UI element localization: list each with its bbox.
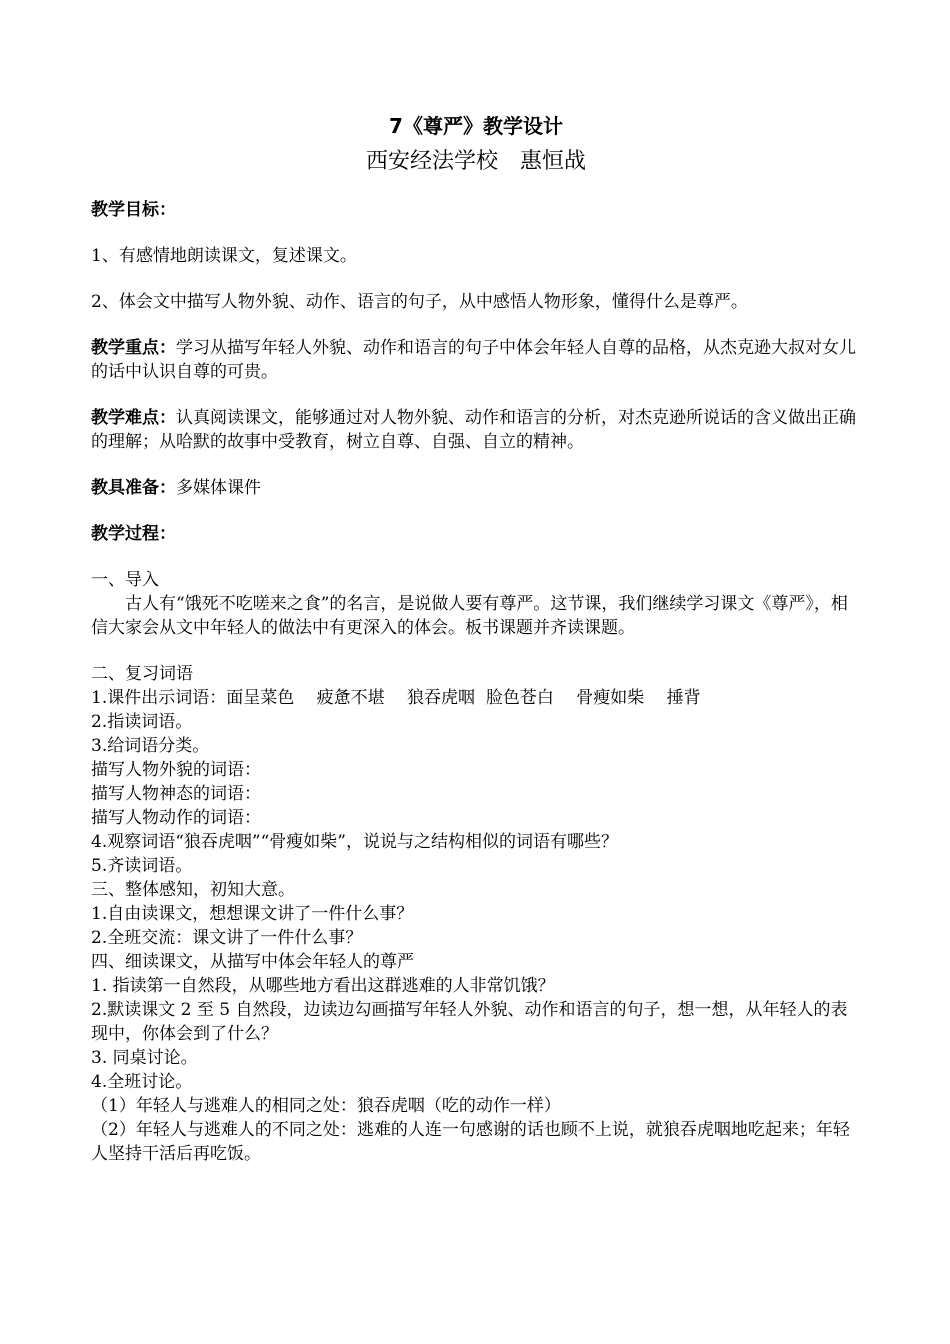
section2-line-2: 2.指读词语。 <box>91 712 193 732</box>
objectives-label: 教学目标： <box>91 200 176 220</box>
section2-heading: 二、复习词语 <box>91 664 193 684</box>
section1-text: 古人有“饿死不吃嗟来之食”的名言，是说做人要有尊严。这节课，我们继续学习课文《尊严》，相信大家会从文中年轻人的做法中有更深入的体会。板书课题并齐读课题。 <box>91 594 848 638</box>
section2-line-1: 1.课件出示词语：面呈菜色 疲惫不堪 狼吞虎咽 脸色苍白 骨瘦如柴 捶背 <box>91 688 701 708</box>
objective-item-1: 1、有感情地朗读课文，复述课文。 <box>91 246 357 266</box>
document-author: 西安经法学校 惠恒战 <box>365 149 586 174</box>
section2-line-7: 4.观察词语“狼吞虎咽”“骨瘦如柴”，说说与之结构相似的词语有哪些？ <box>91 832 618 852</box>
section3-heading: 三、整体感知，初知大意。 <box>91 880 295 900</box>
section2-line-6: 描写人物动作的词语： <box>91 808 261 828</box>
section4-heading: 四、细读课文，从描写中体会年轻人的尊严 <box>91 952 414 972</box>
materials-label: 教具准备： <box>91 478 176 498</box>
difficulties-label: 教学难点： <box>91 408 176 428</box>
section2-line-8: 5.齐读词语。 <box>91 856 193 876</box>
section2-line-4: 描写人物外貌的词语： <box>91 760 261 780</box>
process-label: 教学过程： <box>91 524 176 544</box>
section3-line-2: 2.全班交流：课文讲了一件什么事？ <box>91 928 363 948</box>
section-spacer <box>91 640 861 662</box>
document-title: 7《尊严》教学设计 <box>389 114 563 138</box>
section4-line-3: 3. 同桌讨论。 <box>91 1048 198 1068</box>
section2-line-3: 3.给词语分类。 <box>91 736 210 756</box>
section3-line-1: 1.自由读课文，想想课文讲了一件什么事？ <box>91 904 414 924</box>
section4-line-6: （2）年轻人与逃难人的不同之处：逃难的人连一句感谢的话也顾不上说，就狼吞虎咽地吃起来；年轻人坚持干活后再吃饭。 <box>91 1120 850 1164</box>
section2-line-5: 描写人物神态的词语： <box>91 784 261 804</box>
materials-text: 多媒体课件 <box>176 478 261 498</box>
section1-heading: 一、导入 <box>91 570 159 590</box>
difficulties-text: 认真阅读课文，能够通过对人物外貌、动作和语言的分析，对杰克逊所说话的含义做出正确的理解；从哈默的故事中受教育，树立自尊、自强、自立的精神。 <box>91 408 856 452</box>
difficulties-paragraph <box>91 406 861 454</box>
section4-line-1: 1. 指读第一自然段，从哪些地方看出这群逃难的人非常饥饿？ <box>91 976 555 996</box>
key-points-paragraph <box>91 336 861 384</box>
key-points-label: 教学重点： <box>91 338 176 358</box>
section4-line-2: 2.默读课文 2 至 5 自然段，边读边勾画描写年轻人外貌、动作和语言的句子，想一想，从年轻人的表现中，你体会到了什么？ <box>91 1000 848 1044</box>
section4-line-4: 4.全班讨论。 <box>91 1072 193 1092</box>
materials-paragraph <box>91 476 861 500</box>
document-page <box>91 112 861 1166</box>
objective-item-2: 2、体会文中描写人物外貌、动作、语言的句子，从中感悟人物形象，懂得什么是尊严。 <box>91 292 748 312</box>
section4-line-5: （1）年轻人与逃难人的相同之处：狼吞虎咽（吃的动作一样） <box>91 1096 561 1116</box>
key-points-text: 学习从描写年轻人外貌、动作和语言的句子中体会年轻人自尊的品格，从杰克逊大叔对女儿的话中认识自尊的可贵。 <box>91 338 856 382</box>
